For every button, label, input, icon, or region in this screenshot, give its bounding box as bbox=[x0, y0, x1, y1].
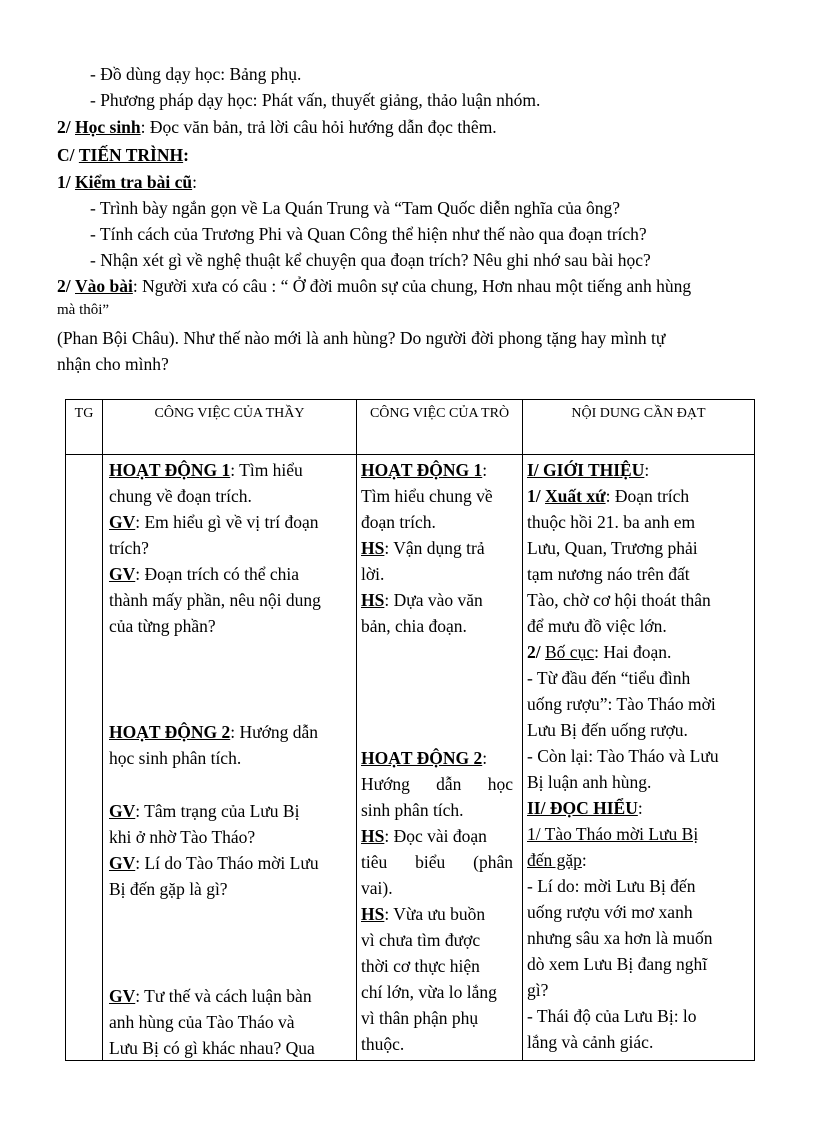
section-c-colon: : bbox=[183, 145, 189, 165]
check-old-lesson-heading bbox=[57, 170, 197, 194]
content-s1-colon: : bbox=[644, 460, 650, 480]
gv-label: GV bbox=[109, 512, 136, 532]
content-line: Bị luận anh hùng. bbox=[527, 772, 652, 792]
layout-num: 2/ bbox=[527, 642, 541, 662]
content-sub1-line bbox=[527, 821, 745, 847]
student-a4-text: : Vừa ưu buồn bbox=[384, 904, 486, 924]
content-s2-label: II/ ĐỌC HIỂU bbox=[527, 798, 638, 818]
teacher-q4-text: : Lí do Tào Tháo mời Lưu bbox=[135, 853, 319, 873]
header-teacher-work: CÔNG VIỆC CỦA THẦY bbox=[103, 400, 357, 455]
header-time: TG bbox=[66, 400, 103, 455]
content-line: uống rượu”: Tào Tháo mời bbox=[527, 694, 716, 714]
student-a3-line bbox=[361, 823, 513, 849]
content-line: Lưu Bị đến uống rượu. bbox=[527, 720, 688, 740]
teacher-hd1-line bbox=[109, 457, 345, 483]
hs-label: HS bbox=[361, 538, 385, 558]
teacher-line: chung về đoạn trích. bbox=[109, 486, 252, 506]
teaching-aids-item: - Đồ dùng dạy học: Bảng phụ. bbox=[90, 64, 302, 84]
hs-label: HS bbox=[361, 826, 385, 846]
intro-line-2: mà thôi” bbox=[57, 302, 110, 318]
content-line: thuộc hồi 21. ba anh em bbox=[527, 512, 696, 532]
student-hd1-line bbox=[361, 457, 513, 483]
content-line: lắng và cảnh giác. bbox=[527, 1032, 654, 1052]
student-a1-line bbox=[361, 535, 513, 561]
layout-text: : Hai đoạn. bbox=[594, 642, 672, 662]
teacher-q1-text: : Em hiểu gì về vị trí đoạn bbox=[135, 512, 319, 532]
gv-label: GV bbox=[109, 801, 136, 821]
teacher-line: của từng phần? bbox=[109, 616, 216, 636]
hs-label: HS bbox=[361, 590, 385, 610]
student-line: thời cơ thực hiện bbox=[361, 956, 480, 976]
teacher-line: anh hùng của Tào Tháo và bbox=[109, 1012, 295, 1032]
layout-label: Bố cục bbox=[545, 642, 595, 662]
sub1-title: 1/ Tào Tháo mời Lưu Bị bbox=[527, 824, 699, 844]
content-s2-colon: : bbox=[637, 798, 643, 818]
origin-label: Xuất xứ bbox=[545, 486, 606, 506]
student-a1-text: : Vận dụng trả bbox=[384, 538, 485, 558]
content-line: dò xem Lưu Bị đang nghĩ bbox=[527, 954, 708, 974]
student-line: bản, chia đoạn. bbox=[361, 616, 467, 636]
section-c-label: TIẾN TRÌNH bbox=[78, 145, 184, 165]
teacher-hd2-label: HOẠT ĐỘNG 2 bbox=[109, 722, 231, 742]
table-body-row bbox=[66, 455, 755, 1061]
teacher-line: khi ở nhờ Tào Tháo? bbox=[109, 827, 256, 847]
teacher-line: thành mấy phần, nêu nội dung bbox=[109, 590, 321, 610]
teacher-q5-text: : Tư thế và cách luận bàn bbox=[135, 986, 312, 1006]
student-a2-line bbox=[361, 587, 513, 613]
teacher-q5-line bbox=[109, 983, 345, 1009]
teacher-q1-line bbox=[109, 509, 345, 535]
student-prep-line bbox=[57, 115, 497, 139]
student-hd2-colon: : bbox=[482, 748, 488, 768]
teacher-q2-text: : Đoạn trích có thể chia bbox=[135, 564, 300, 584]
teacher-hd1-label: HOẠT ĐỘNG 1 bbox=[109, 460, 231, 480]
check-num: 1/ bbox=[57, 172, 71, 192]
intro-line-3: (Phan Bội Châu). Như thế nào mới là anh hùng? Do người đời phong tặng hay mình tự bbox=[57, 328, 666, 348]
teacher-line: Lưu Bị có gì khác nhau? Qua bbox=[109, 1038, 315, 1058]
student-label: Học sinh bbox=[75, 117, 141, 137]
student-hd2-line bbox=[361, 745, 513, 771]
teacher-q3-text: : Tâm trạng của Lưu Bị bbox=[135, 801, 300, 821]
gv-label: GV bbox=[109, 853, 136, 873]
student-a3-text-b: tiêu biểu (phân bbox=[361, 852, 513, 872]
table-header-row bbox=[66, 400, 755, 455]
check-label: Kiểm tra bài cũ bbox=[75, 172, 193, 192]
student-hd1-label: HOẠT ĐỘNG 1 bbox=[361, 460, 483, 480]
student-line bbox=[361, 771, 513, 797]
gv-label: GV bbox=[109, 564, 136, 584]
student-line: Tìm hiểu chung về bbox=[361, 486, 493, 506]
content-line: - Còn lại: Tào Tháo và Lưu bbox=[527, 746, 719, 766]
check-question-1: - Trình bày ngắn gọn về La Quán Trung và “Tam Quốc diễn nghĩa của ông? bbox=[90, 198, 620, 218]
time-cell bbox=[66, 455, 103, 1061]
header-content: NỘI DUNG CẦN ĐẠT bbox=[523, 400, 755, 455]
student-a4-line bbox=[361, 901, 513, 927]
student-line: lời. bbox=[361, 564, 385, 584]
student-cell bbox=[357, 455, 523, 1061]
origin-text: : Đoạn trích bbox=[605, 486, 690, 506]
check-question-2: - Tính cách của Trương Phi và Quan Công thể hiện như thế nào qua đoạn trích? bbox=[90, 224, 647, 244]
content-line: - Lí do: mời Lưu Bị đến bbox=[527, 876, 696, 896]
intro-line-4: nhận cho mình? bbox=[57, 354, 169, 374]
content-line: nhưng sâu xa hơn là muốn bbox=[527, 928, 713, 948]
header-student-work: CÔNG VIỆC CỦA TRÒ bbox=[357, 400, 523, 455]
teacher-line: trích? bbox=[109, 538, 149, 558]
student-hd2-label: HOẠT ĐỘNG 2 bbox=[361, 748, 483, 768]
student-line: thuộc. bbox=[361, 1034, 405, 1054]
content-layout-line bbox=[527, 639, 745, 665]
content-s1-heading bbox=[527, 457, 745, 483]
teaching-method-item: - Phương pháp dạy học: Phát vấn, thuyết giảng, thảo luận nhóm. bbox=[90, 90, 541, 110]
student-a2-text: : Dựa vào văn bbox=[384, 590, 483, 610]
teacher-cell bbox=[103, 455, 357, 1061]
teacher-line: học sinh phân tích. bbox=[109, 748, 242, 768]
intro-line-1 bbox=[57, 274, 691, 298]
student-line: vì thân phận phụ bbox=[361, 1008, 479, 1028]
content-line: Lưu, Quan, Trương phải bbox=[527, 538, 698, 558]
content-line: để mưu đồ việc lớn. bbox=[527, 616, 667, 636]
check-colon: : bbox=[192, 172, 198, 192]
student-line: vì chưa tìm được bbox=[361, 930, 481, 950]
intro-text-1: : Người xưa có câu : “ Ở đời muôn sự của chung, Hơn nhau một tiếng anh hùng bbox=[132, 276, 692, 296]
student-line bbox=[361, 849, 513, 875]
student-hd2-text: Hướng dẫn học bbox=[361, 774, 513, 794]
teacher-q4-line bbox=[109, 850, 345, 876]
teacher-q2-line bbox=[109, 561, 345, 587]
teacher-q3-line bbox=[109, 798, 345, 824]
content-line: Tào, chờ cơ hội thoát thân bbox=[527, 590, 711, 610]
content-s1-label: I/ GIỚI THIỆU bbox=[527, 460, 645, 480]
student-line: đoạn trích. bbox=[361, 512, 436, 532]
teacher-line: Bị đến gặp là gì? bbox=[109, 879, 228, 899]
gv-label: GV bbox=[109, 986, 136, 1006]
content-sub1-line-b bbox=[527, 847, 745, 873]
content-line: tạm nương náo trên đất bbox=[527, 564, 690, 584]
content-line: - Thái độ của Lưu Bị: lo bbox=[527, 1006, 697, 1026]
student-hd1-colon: : bbox=[482, 460, 488, 480]
teacher-hd1-text: : Tìm hiểu bbox=[230, 460, 303, 480]
content-cell bbox=[523, 455, 755, 1061]
section-c-heading bbox=[57, 143, 189, 167]
lesson-plan-table bbox=[65, 399, 755, 1061]
student-num: 2/ bbox=[57, 117, 71, 137]
content-origin-line bbox=[527, 483, 745, 509]
student-line: chí lớn, vừa lo lắng bbox=[361, 982, 497, 1002]
content-line: gì? bbox=[527, 980, 549, 1000]
section-c-num: C/ bbox=[57, 145, 75, 165]
student-line: sinh phân tích. bbox=[361, 800, 464, 820]
intro-label: Vào bài bbox=[75, 276, 133, 296]
sub1-colon: : bbox=[581, 850, 587, 870]
teacher-hd2-line bbox=[109, 719, 345, 745]
origin-num: 1/ bbox=[527, 486, 541, 506]
sub1-title-b: đến gặp bbox=[527, 850, 582, 870]
content-line: uống rượu với mơ xanh bbox=[527, 902, 693, 922]
content-s2-heading bbox=[527, 795, 745, 821]
student-line: vai). bbox=[361, 878, 393, 898]
check-question-3: - Nhận xét gì về nghệ thuật kể chuyện qua đoạn trích? Nêu ghi nhớ sau bài học? bbox=[90, 250, 651, 270]
content-line: - Từ đầu đến “tiểu đình bbox=[527, 668, 691, 688]
student-text: : Đọc văn bản, trả lời câu hỏi hướng dẫn đọc thêm. bbox=[140, 117, 497, 137]
student-a3-text: : Đọc vài đoạn bbox=[384, 826, 487, 846]
hs-label: HS bbox=[361, 904, 385, 924]
teacher-hd2-text: : Hướng dẫn bbox=[230, 722, 318, 742]
intro-num: 2/ bbox=[57, 276, 71, 296]
